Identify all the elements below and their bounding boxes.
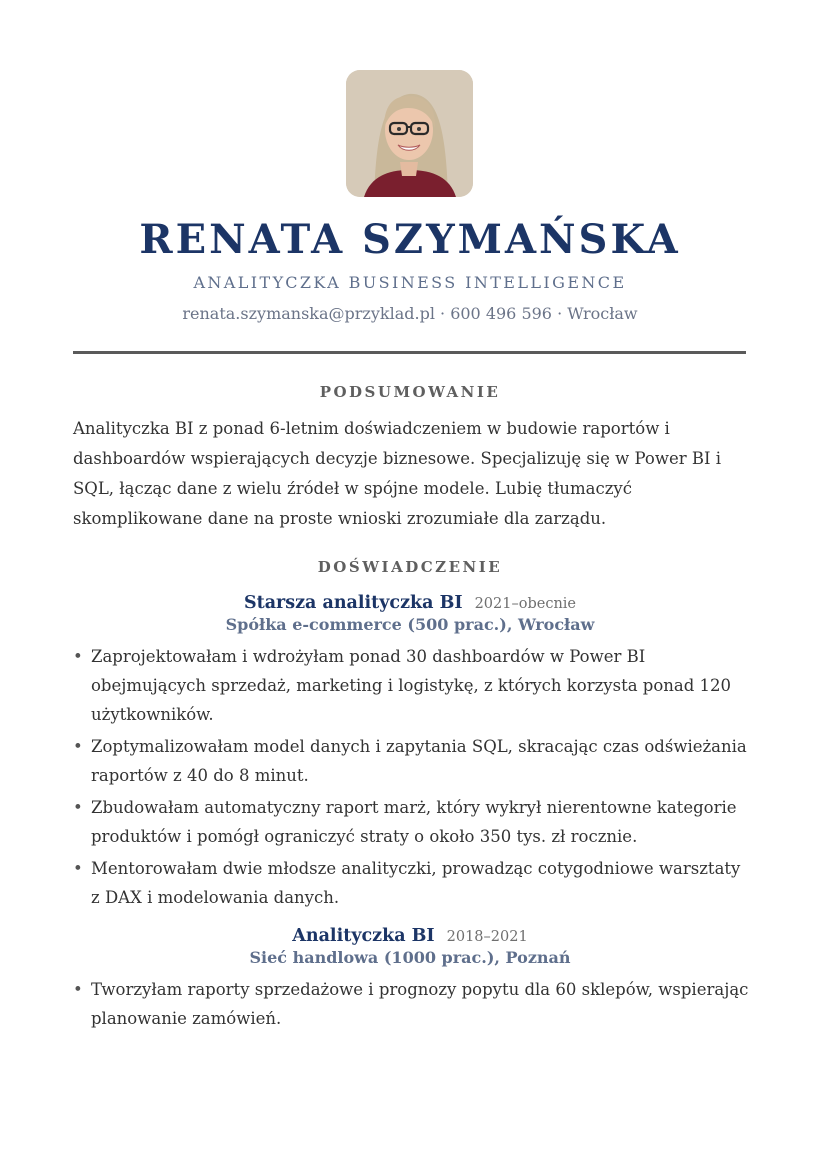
job-company: Spółka e-commerce (500 prac.), Wrocław xyxy=(225,615,595,634)
job-header xyxy=(0,591,820,616)
job-bullets xyxy=(73,642,753,915)
candidate-name: RENATA SZYMAŃSKA xyxy=(139,216,681,263)
job-header xyxy=(0,924,820,949)
bullet-item xyxy=(73,975,753,1033)
contact-line: renata.szymanska@przyklad.pl · 600 496 596 · Wrocław xyxy=(182,304,638,323)
summary-heading: PODSUMOWANIE xyxy=(319,383,501,401)
bullet-dot: • xyxy=(73,980,83,999)
job-bullets xyxy=(73,975,753,1036)
job-title: Analityczka BI xyxy=(292,926,435,946)
summary-text: Analityczka BI z ponad 6-letnim doświadczeniem w budowie raportów i dashboardów wspierających decyzje biznesowe. Specjalizuję się w Power BI i SQL, łącząc dane z wielu źródeł w spójne modele. Lubię tłumaczyć skomplikowane dane na proste wnioski zrozumiałe dla zarządu. xyxy=(73,419,722,528)
profile-photo xyxy=(346,70,473,197)
job-title: Starsza analityczka BI xyxy=(243,593,463,613)
bullet-text: Zoptymalizowałam model danych i zapytania SQL, skracając czas odświeżania raportów z 40 do 8 minut. xyxy=(91,737,747,785)
job-company: Sieć handlowa (1000 prac.), Poznań xyxy=(249,948,571,967)
job-role: ANALITYCZKA BUSINESS INTELLIGENCE xyxy=(193,273,627,292)
experience-heading: DOŚWIADCZENIE xyxy=(317,558,503,576)
bullet-dot: • xyxy=(73,647,83,666)
job-dates: 2021–obecnie xyxy=(474,596,577,612)
bullet-item xyxy=(73,854,753,912)
bullet-item xyxy=(73,793,753,851)
bullet-text: Zbudowałam automatyczny raport marż, który wykrył nierentowne kategorie produktów i pomógł ograniczyć straty o około 350 tys. zł rocznie. xyxy=(91,798,737,846)
bullet-dot: • xyxy=(73,859,83,878)
bullet-item xyxy=(73,732,753,790)
bullet-text: Mentorowałam dwie młodsze analityczki, prowadząc cotygodniowe warsztaty z DAX i modelowania danych. xyxy=(91,859,741,907)
job-dates: 2018–2021 xyxy=(446,929,528,945)
header-divider xyxy=(73,351,746,354)
bullet-dot: • xyxy=(73,798,83,817)
bullet-dot: • xyxy=(73,737,83,756)
portrait-illustration xyxy=(346,70,473,197)
bullet-text: Tworzyłam raporty sprzedażowe i prognozy popytu dla 60 sklepów, wspierając planowanie zamówień. xyxy=(91,980,749,1028)
bullet-item xyxy=(73,642,753,729)
bullet-text: Zaprojektowałam i wdrożyłam ponad 30 dashboardów w Power BI obejmujących sprzedaż, marketing i logistykę, z których korzysta ponad 120 użytkowników. xyxy=(91,647,732,724)
